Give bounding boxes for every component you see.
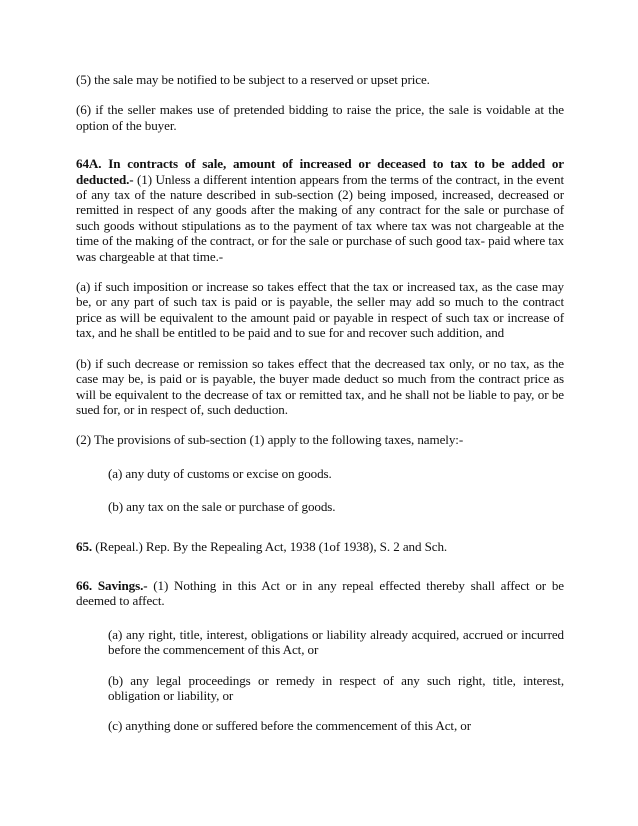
section-64a-2-clause-b: (b) any tax on the sale or purchase of goods. <box>108 499 336 515</box>
section-64a-text: (1) Unless a different intention appears from the terms of the contract, in the event of any tax of the nature described in sub-section (2) being imposed, increased, decreased or remitted in respect of any goods after the making of any contract for the sale or purchase of such goods without stipulations as to the payment of tax where tax was not chargeable at the time of the making of the contract, or for the sale or purchase of such good tax- paid where tax was chargeable at that time.- <box>76 171 564 264</box>
section-66-text: (1) Nothing in this Act or in any repeal effected thereby shall affect or be deemed to affect. <box>76 577 564 609</box>
paragraph-5: (5) the sale may be notified to be subject to a reserved or upset price. <box>76 72 430 87</box>
paragraph-6: (6) if the seller makes use of pretended bidding to raise the price, the sale is voidable at the option of the buyer. <box>76 102 564 133</box>
section-64a-clause-b: (b) if such decrease or remission so takes effect that the decreased tax only, or no tax, as the case may be, is paid or is payable, the buyer made deduct so much from the contract price as will be equivalent to the decrease of tax or remitted tax, and he shall not be liable to pay, or be sued for, or in respect of, such deduction. <box>76 355 564 417</box>
section-65-heading: 65. <box>76 538 93 554</box>
document-page <box>76 72 564 734</box>
section-64a-heading: 64A. In contracts of sale, amount of increased or deceased to tax to be added or deducted.- <box>76 156 564 187</box>
section-64a <box>76 156 564 264</box>
section-64a-clause-a: (a) if such imposition or increase so takes effect that the tax or increased tax, as the case may be, or any part of such tax is paid or is payable, the seller may add so much to the contract price as will be equivalent to the amount paid or payable in respect of such tax or increase of tax, and he shall be entitled to be paid and to sue for and recover such addition, and <box>76 279 564 341</box>
section-65 <box>76 539 564 554</box>
section-64a-subsection-2: (2) The provisions of sub-section (1) apply to the following taxes, namely:- <box>76 432 464 448</box>
section-64a-2-clause-a: (a) any duty of customs or excise on goods. <box>108 465 332 481</box>
section-66-heading: 66. Savings.- <box>76 577 148 593</box>
section-66-clause-b: (b) any legal proceedings or remedy in respect of any such right, title, interest, obligation or liability, or <box>108 672 564 703</box>
section-65-text: (Repeal.) Rep. By the Repealing Act, 1938 (1of 1938), S. 2 and Sch. <box>92 538 448 554</box>
section-66-clause-c: (c) anything done or suffered before the commencement of this Act, or <box>108 718 471 734</box>
section-66-clause-a: (a) any right, title, interest, obligations or liability already acquired, accrued or incurred before the commencement of this Act, or <box>108 626 564 658</box>
section-66 <box>76 578 564 609</box>
